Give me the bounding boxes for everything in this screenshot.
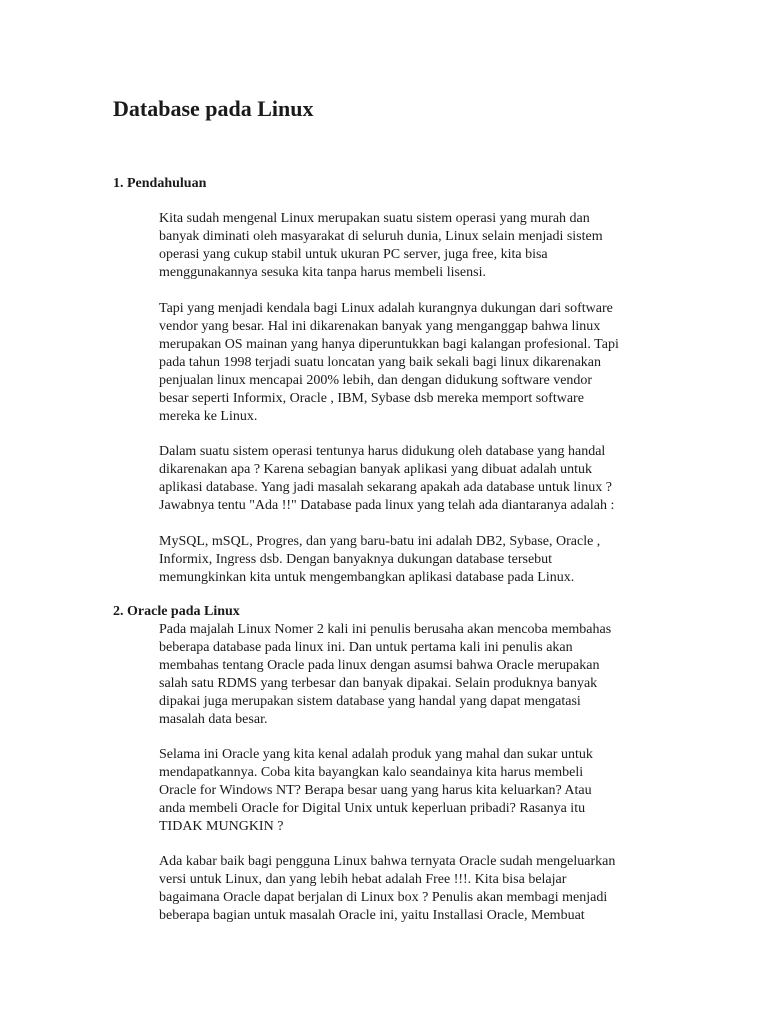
text-line: Dalam suatu sistem operasi tentunya harus didukung oleh database yang handal (159, 444, 606, 459)
text-line: Informix, Ingress dsb. Dengan banyaknya dukungan database tersebut (159, 552, 553, 567)
text-line: beberapa bagian untuk masalah Oracle ini, yaitu Installasi Oracle, Membuat (159, 908, 585, 923)
text-line: Tapi yang menjadi kendala bagi Linux adalah kurangnya dukungan dari software (159, 301, 613, 316)
text-line: pada tahun 1998 terjadi suatu loncatan yang baik sekali bagi linux dikarenakan (159, 355, 602, 370)
text-line: membahas tentang Oracle pada linux dengan asumsi bahwa Oracle merupakan (159, 658, 600, 673)
text-line: MySQL, mSQL, Progres, dan yang baru-batu ini adalah DB2, Sybase, Oracle , (159, 534, 601, 549)
text-line: Kita sudah mengenal Linux merupakan suatu sistem operasi yang murah dan (159, 211, 590, 226)
text-line: Jawabnya tentu "Ada !!" Database pada linux yang telah ada diantaranya adalah : (159, 498, 615, 513)
paragraph (159, 443, 679, 515)
text-line: anda membeli Oracle for Digital Unix untuk keperluan pribadi? Rasanya itu (159, 801, 586, 816)
paragraph (159, 621, 679, 729)
paragraph (159, 533, 679, 587)
text-line: vendor yang besar. Hal ini dikarenakan banyak yang menganggap bahwa linux (159, 319, 601, 334)
text-line: beberapa database pada linux ini. Dan untuk pertama kali ini penulis akan (159, 640, 573, 655)
text-line: penjualan linux mencapai 200% lebih, dan dengan didukung software vendor (159, 373, 593, 388)
text-line: besar seperti Informix, Oracle , IBM, Sybase dsb mereka memport software (159, 391, 584, 406)
document-title: Database pada Linux (113, 96, 314, 121)
text-line: Pada majalah Linux Nomer 2 kali ini penulis berusaha akan mencoba membahas (159, 622, 612, 637)
text-line: versi untuk Linux, dan yang lebih hebat adalah Free !!!. Kita bisa belajar (159, 872, 567, 887)
text-line: masalah data besar. (159, 712, 268, 727)
section-heading-oracle: 2. Oracle pada Linux (113, 604, 240, 619)
text-line: dikarenakan apa ? Karena sebagian banyak aplikasi yang dibuat adalah untuk (159, 462, 593, 477)
text-line: mereka ke Linux. (159, 409, 258, 424)
section-heading-pendahuluan: 1. Pendahuluan (113, 176, 207, 191)
text-line: aplikasi database. Yang jadi masalah sekarang apakah ada database untuk linux ? (159, 480, 612, 495)
paragraph (159, 300, 679, 426)
text-line: mendapatkannya. Coba kita bayangkan kalo seandainya kita harus membeli (159, 765, 584, 780)
text-line: Oracle for Windows NT? Berapa besar uang yang harus kita keluarkan? Atau (159, 783, 592, 798)
paragraph (159, 853, 679, 925)
text-line: menggunakannya sesuka kita tanpa harus membeli lisensi. (159, 265, 486, 280)
text-line: memungkinkan kita untuk mengembangkan aplikasi database pada Linux. (159, 570, 575, 585)
text-line: operasi yang cukup stabil untuk ukuran PC server, juga free, kita bisa (159, 247, 548, 262)
paragraph (159, 210, 679, 282)
text-line: bagaimana Oracle dapat berjalan di Linux box ? Penulis akan membagi menjadi (159, 890, 608, 905)
text-line: Ada kabar baik bagi pengguna Linux bahwa ternyata Oracle sudah mengeluarkan (159, 854, 616, 869)
paragraph (159, 746, 679, 836)
text-line: salah satu RDMS yang terbesar dan banyak dipakai. Selain produknya banyak (159, 676, 598, 691)
text-line: Selama ini Oracle yang kita kenal adalah produk yang mahal dan sukar untuk (159, 747, 593, 762)
text-line: TIDAK MUNGKIN ? (159, 819, 284, 834)
text-line: merupakan OS mainan yang hanya diperuntukkan bagi kalangan profesional. Tapi (159, 337, 619, 352)
text-line: banyak diminati oleh masyarakat di seluruh dunia, Linux selain menjadi sistem (159, 229, 603, 244)
text-line: dipakai juga merupakan sistem database yang handal yang dapat mengatasi (159, 694, 581, 709)
